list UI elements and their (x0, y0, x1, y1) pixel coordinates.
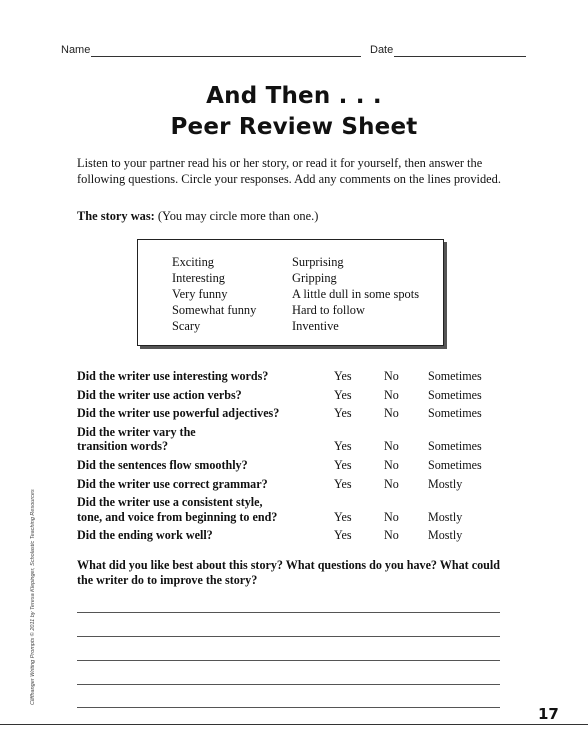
question-1: Did the writer use interesting words? (77, 369, 269, 383)
instructions: Listen to your partner read his or her story, or read it for yourself, then answer the following questions. Circle your responses. Add any comments on the lines provided. (77, 156, 501, 186)
answer-no[interactable]: No (384, 510, 399, 524)
footer-rule (0, 724, 588, 725)
answer-yes[interactable]: Yes (334, 439, 352, 453)
name-label: Name (61, 44, 91, 56)
answer-sometimes[interactable]: Sometimes (428, 406, 482, 420)
question-2: Did the writer use action verbs? (77, 388, 242, 402)
title-line-1: And Then . . . (206, 83, 382, 109)
option-very-funny[interactable]: Very funny (172, 287, 228, 301)
answer-no[interactable]: No (384, 477, 399, 491)
copyright-credit: Cliffhanger Writing Prompts © 2011 by Teresa Klepinger, Scholastic Teaching Resources (30, 489, 36, 705)
question-6: Did the writer use correct grammar? (77, 477, 268, 491)
answer-no[interactable]: No (384, 528, 399, 542)
option-inventive[interactable]: Inventive (292, 319, 339, 333)
date-label: Date (370, 44, 394, 56)
answer-yes[interactable]: Yes (334, 406, 352, 420)
option-gripping[interactable]: Gripping (292, 271, 337, 285)
answer-yes[interactable]: Yes (334, 510, 352, 524)
answer-no[interactable]: No (384, 458, 399, 472)
date-line[interactable] (394, 56, 526, 57)
answer-no[interactable]: No (384, 388, 399, 402)
question-5: Did the sentences flow smoothly? (77, 458, 248, 472)
comment-line[interactable] (77, 612, 500, 613)
comment-line[interactable] (77, 684, 500, 685)
answer-yes[interactable]: Yes (334, 477, 352, 491)
answer-yes[interactable]: Yes (334, 369, 352, 383)
answer-sometimes[interactable]: Sometimes (428, 369, 482, 383)
answer-sometimes[interactable]: Sometimes (428, 458, 482, 472)
question-7-line-1: Did the writer use a consistent style, (77, 495, 263, 509)
option-surprising[interactable]: Surprising (292, 255, 344, 269)
answer-yes[interactable]: Yes (334, 388, 352, 402)
option-somewhat-funny[interactable]: Somewhat funny (172, 303, 257, 317)
option-exciting[interactable]: Exciting (172, 255, 214, 269)
question-8: Did the ending work well? (77, 528, 213, 542)
answer-sometimes[interactable]: Sometimes (428, 388, 482, 402)
page-number: 17 (538, 705, 559, 723)
option-a-little-dull[interactable]: A little dull in some spots (292, 287, 420, 301)
answer-sometimes[interactable]: Sometimes (428, 439, 482, 453)
option-scary[interactable]: Scary (172, 319, 201, 333)
title-line-2: Peer Review Sheet (170, 114, 418, 140)
option-interesting[interactable]: Interesting (172, 271, 225, 285)
comments-prompt: What did you like best about this story? What questions do you have? What could the writer do to improve the story? (77, 558, 500, 587)
comment-line[interactable] (77, 707, 500, 708)
answer-mostly[interactable]: Mostly (428, 477, 463, 491)
story-options-box (137, 239, 444, 346)
answer-no[interactable]: No (384, 439, 399, 453)
answer-no[interactable]: No (384, 406, 399, 420)
story-prompt-bold: The story was: (77, 209, 155, 223)
comment-line[interactable] (77, 660, 500, 661)
question-4-line-2: transition words? (77, 439, 169, 453)
story-prompt (77, 209, 318, 224)
question-4-line-1: Did the writer vary the (77, 425, 196, 439)
answer-yes[interactable]: Yes (334, 458, 352, 472)
answer-mostly[interactable]: Mostly (428, 510, 463, 524)
answer-no[interactable]: No (384, 369, 399, 383)
option-hard-to-follow[interactable]: Hard to follow (292, 303, 365, 317)
name-line[interactable] (91, 56, 361, 57)
question-7-line-2: tone, and voice from beginning to end? (77, 510, 278, 524)
comment-line[interactable] (77, 636, 500, 637)
story-prompt-rest: (You may circle more than one.) (154, 209, 319, 223)
question-3: Did the writer use powerful adjectives? (77, 406, 280, 420)
answer-yes[interactable]: Yes (334, 528, 352, 542)
answer-mostly[interactable]: Mostly (428, 528, 463, 542)
